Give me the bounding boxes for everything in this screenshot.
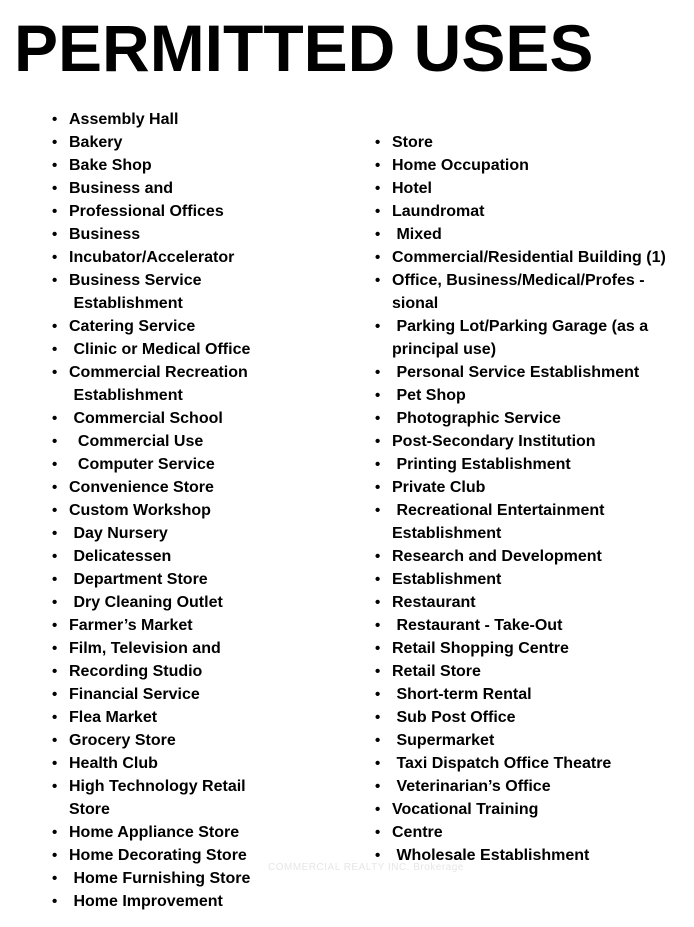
list-item-label: Convenience Store	[69, 479, 214, 496]
list-item	[375, 361, 685, 384]
list-item	[52, 522, 352, 545]
list-item-label: Catering Service	[69, 318, 196, 335]
bullet-icon: •	[52, 341, 58, 358]
list-item-label: principal use)	[392, 341, 497, 358]
list-item-label: Parking Lot/Parking Garage (as a	[392, 318, 649, 335]
bullet-icon: •	[375, 272, 381, 289]
bullet-icon: •	[52, 318, 58, 335]
list-item-label: Retail Store	[392, 663, 481, 680]
bullet-icon: •	[375, 226, 381, 243]
list-item-label: Store	[392, 134, 433, 151]
list-item-label: Establishment	[392, 525, 502, 542]
list-item-label: Photographic Service	[392, 410, 561, 427]
list-item-label: Personal Service Establishment	[392, 364, 640, 381]
bullet-icon: •	[52, 226, 58, 243]
list-item-label: Pet Shop	[392, 387, 466, 404]
list-item-continuation	[52, 798, 352, 821]
list-item-label: Financial Service	[69, 686, 200, 703]
list-item-label: Home Appliance Store	[69, 824, 240, 841]
list-item-label: Clinic or Medical Office	[69, 341, 251, 358]
bullet-icon: •	[375, 203, 381, 220]
list-item-label: Farmer’s Market	[69, 617, 193, 634]
bullet-icon: •	[52, 433, 58, 450]
list-item	[52, 499, 352, 522]
bullet-icon: •	[375, 410, 381, 427]
list-item	[52, 407, 352, 430]
list-item	[375, 154, 685, 177]
list-item	[375, 614, 685, 637]
bullet-icon: •	[375, 249, 381, 266]
bullet-icon: •	[52, 134, 58, 151]
bullet-icon: •	[52, 203, 58, 220]
list-item	[375, 407, 685, 430]
list-item	[52, 775, 352, 798]
bullet-icon: •	[375, 755, 381, 772]
list-item-label: Home Improvement	[69, 893, 223, 910]
list-item-label: Custom Workshop	[69, 502, 211, 519]
list-item	[375, 384, 685, 407]
list-item	[375, 821, 685, 844]
bullet-icon: •	[375, 824, 381, 841]
list-item	[52, 430, 352, 453]
list-item-label: Retail Shopping Centre	[392, 640, 569, 657]
list-item	[375, 637, 685, 660]
bullet-icon: •	[52, 364, 58, 381]
bullet-icon: •	[52, 709, 58, 726]
list-item-label: Commercial Use	[69, 433, 204, 450]
list-item-label: High Technology Retail	[69, 778, 246, 795]
list-item-label: Dry Cleaning Outlet	[69, 594, 223, 611]
bullet-icon: •	[52, 617, 58, 634]
list-item-label: Commercial/Residential Building (1)	[392, 249, 666, 266]
list-item-label: Bake Shop	[69, 157, 152, 174]
bullet-icon: •	[375, 548, 381, 565]
list-item	[52, 821, 352, 844]
list-item	[375, 430, 685, 453]
list-item	[375, 798, 685, 821]
bullet-icon: •	[52, 180, 58, 197]
list-item	[375, 568, 685, 591]
list-item	[52, 315, 352, 338]
list-item	[52, 568, 352, 591]
bullet-icon: •	[375, 847, 381, 864]
bullet-icon: •	[375, 387, 381, 404]
bullet-icon: •	[52, 755, 58, 772]
list-item-label: Home Decorating Store	[69, 847, 247, 864]
bullet-icon: •	[52, 249, 58, 266]
list-item-label: Health Club	[69, 755, 158, 772]
bullet-icon: •	[52, 479, 58, 496]
list-item	[375, 200, 685, 223]
list-item-label: Private Club	[392, 479, 486, 496]
bullet-icon: •	[52, 111, 58, 128]
bullet-icon: •	[375, 663, 381, 680]
list-item	[375, 775, 685, 798]
list-item-label: sional	[392, 295, 439, 312]
page-title: PERMITTED USES	[14, 11, 594, 85]
list-item	[52, 177, 352, 200]
list-item	[375, 223, 685, 246]
list-item	[52, 637, 352, 660]
bullet-icon: •	[52, 548, 58, 565]
list-item	[52, 246, 352, 269]
list-item-label: Business Service	[69, 272, 202, 289]
list-item-label: Bakery	[69, 134, 123, 151]
list-item	[52, 660, 352, 683]
list-item	[52, 269, 352, 292]
list-item-label: Commercial School	[69, 410, 223, 427]
list-item-label: Home Furnishing Store	[69, 870, 251, 887]
bullet-icon: •	[375, 801, 381, 818]
list-item-label: Office, Business/Medical/Profes -	[392, 272, 645, 289]
list-item-label: Sub Post Office	[392, 709, 516, 726]
list-item-label: Laundromat	[392, 203, 485, 220]
list-item	[375, 591, 685, 614]
list-item-label: Vocational Training	[392, 801, 539, 818]
list-item-label: Post-Secondary Institution	[392, 433, 596, 450]
list-item-label: Wholesale Establishment	[392, 847, 590, 864]
bullet-icon: •	[375, 778, 381, 795]
list-item	[375, 729, 685, 752]
bullet-icon: •	[52, 571, 58, 588]
list-item-label: Recreational Entertainment	[392, 502, 605, 519]
bullet-icon: •	[52, 778, 58, 795]
list-item	[52, 154, 352, 177]
list-item-label: Centre	[392, 824, 443, 841]
list-item	[52, 453, 352, 476]
list-item-label: Veterinarian’s Office	[392, 778, 551, 795]
bullet-icon: •	[375, 479, 381, 496]
list-item-label: Establishment	[69, 387, 183, 404]
bullet-icon: •	[52, 456, 58, 473]
list-item-label: Grocery Store	[69, 732, 176, 749]
list-item	[52, 683, 352, 706]
bullet-icon: •	[52, 502, 58, 519]
list-item	[52, 476, 352, 499]
bullet-icon: •	[52, 686, 58, 703]
list-item	[52, 752, 352, 775]
list-item	[52, 545, 352, 568]
bullet-icon: •	[52, 732, 58, 749]
bullet-icon: •	[375, 502, 381, 519]
list-item-label: Incubator/Accelerator	[69, 249, 235, 266]
bullet-icon: •	[375, 456, 381, 473]
list-item-continuation	[52, 292, 352, 315]
list-item-label: Mixed	[392, 226, 442, 243]
bullet-icon: •	[52, 594, 58, 611]
list-item-label: Restaurant	[392, 594, 476, 611]
bullet-icon: •	[375, 686, 381, 703]
bullet-icon: •	[52, 847, 58, 864]
list-item-label: Delicatessen	[69, 548, 172, 565]
list-item	[375, 499, 685, 522]
list-item	[52, 338, 352, 361]
bullet-icon: •	[375, 571, 381, 588]
permitted-uses-left-column	[52, 108, 352, 913]
list-item-label: Home Occupation	[392, 157, 529, 174]
list-item	[375, 131, 685, 154]
list-item-label: Short-term Rental	[392, 686, 532, 703]
list-item-continuation	[375, 522, 685, 545]
list-item	[52, 200, 352, 223]
bullet-icon: •	[375, 364, 381, 381]
list-item-label: Film, Television and	[69, 640, 221, 657]
bullet-icon: •	[52, 640, 58, 657]
list-item-label: Printing Establishment	[392, 456, 571, 473]
list-item	[52, 131, 352, 154]
list-item-label: Establishment	[69, 295, 183, 312]
bullet-icon: •	[375, 433, 381, 450]
bullet-icon: •	[52, 663, 58, 680]
list-item	[375, 269, 685, 292]
list-item	[375, 246, 685, 269]
list-item	[375, 453, 685, 476]
list-item	[375, 545, 685, 568]
list-item-label: Business and	[69, 180, 174, 197]
bullet-icon: •	[52, 893, 58, 910]
list-item-label: Computer Service	[69, 456, 215, 473]
list-item	[52, 706, 352, 729]
list-item-label: Assembly Hall	[69, 111, 179, 128]
list-item-label: Store	[69, 801, 110, 818]
list-item	[52, 361, 352, 384]
list-item-continuation	[375, 338, 685, 361]
bullet-icon: •	[375, 134, 381, 151]
list-item	[375, 752, 685, 775]
list-item-label: Commercial Recreation	[69, 364, 248, 381]
bullet-icon: •	[375, 594, 381, 611]
bullet-icon: •	[52, 824, 58, 841]
bullet-icon: •	[375, 617, 381, 634]
list-item-label: Professional Offices	[69, 203, 224, 220]
bullet-icon: •	[375, 640, 381, 657]
list-item-label: Day Nursery	[69, 525, 168, 542]
bullet-icon: •	[375, 732, 381, 749]
list-item-continuation	[375, 292, 685, 315]
bullet-icon: •	[52, 272, 58, 289]
list-item	[375, 706, 685, 729]
list-item	[52, 890, 352, 913]
list-item-label: Flea Market	[69, 709, 158, 726]
list-item-label: Taxi Dispatch Office Theatre	[392, 755, 612, 772]
list-item-label: Recording Studio	[69, 663, 203, 680]
list-item	[375, 315, 685, 338]
bullet-icon: •	[375, 180, 381, 197]
list-item-label: Restaurant - Take-Out	[392, 617, 563, 634]
list-item-label: Research and Development	[392, 548, 602, 565]
list-item-label: Supermarket	[392, 732, 495, 749]
list-item-continuation	[52, 384, 352, 407]
bullet-icon: •	[52, 870, 58, 887]
watermark: COMMERCIAL REALTY INC. Brokerage	[268, 862, 464, 873]
list-item	[52, 223, 352, 246]
bullet-icon: •	[52, 410, 58, 427]
list-item	[375, 177, 685, 200]
bullet-icon: •	[375, 157, 381, 174]
list-item-label: Establishment	[392, 571, 502, 588]
list-item	[375, 476, 685, 499]
list-item	[52, 591, 352, 614]
list-item-label: Hotel	[392, 180, 432, 197]
bullet-icon: •	[52, 525, 58, 542]
bullet-icon: •	[375, 709, 381, 726]
permitted-uses-right-column	[375, 131, 685, 867]
list-item	[52, 108, 352, 131]
list-item-label: Department Store	[69, 571, 208, 588]
list-item	[375, 683, 685, 706]
bullet-icon: •	[375, 318, 381, 335]
list-item	[375, 660, 685, 683]
bullet-icon: •	[52, 157, 58, 174]
list-item	[52, 729, 352, 752]
list-item	[52, 614, 352, 637]
list-item-label: Business	[69, 226, 141, 243]
